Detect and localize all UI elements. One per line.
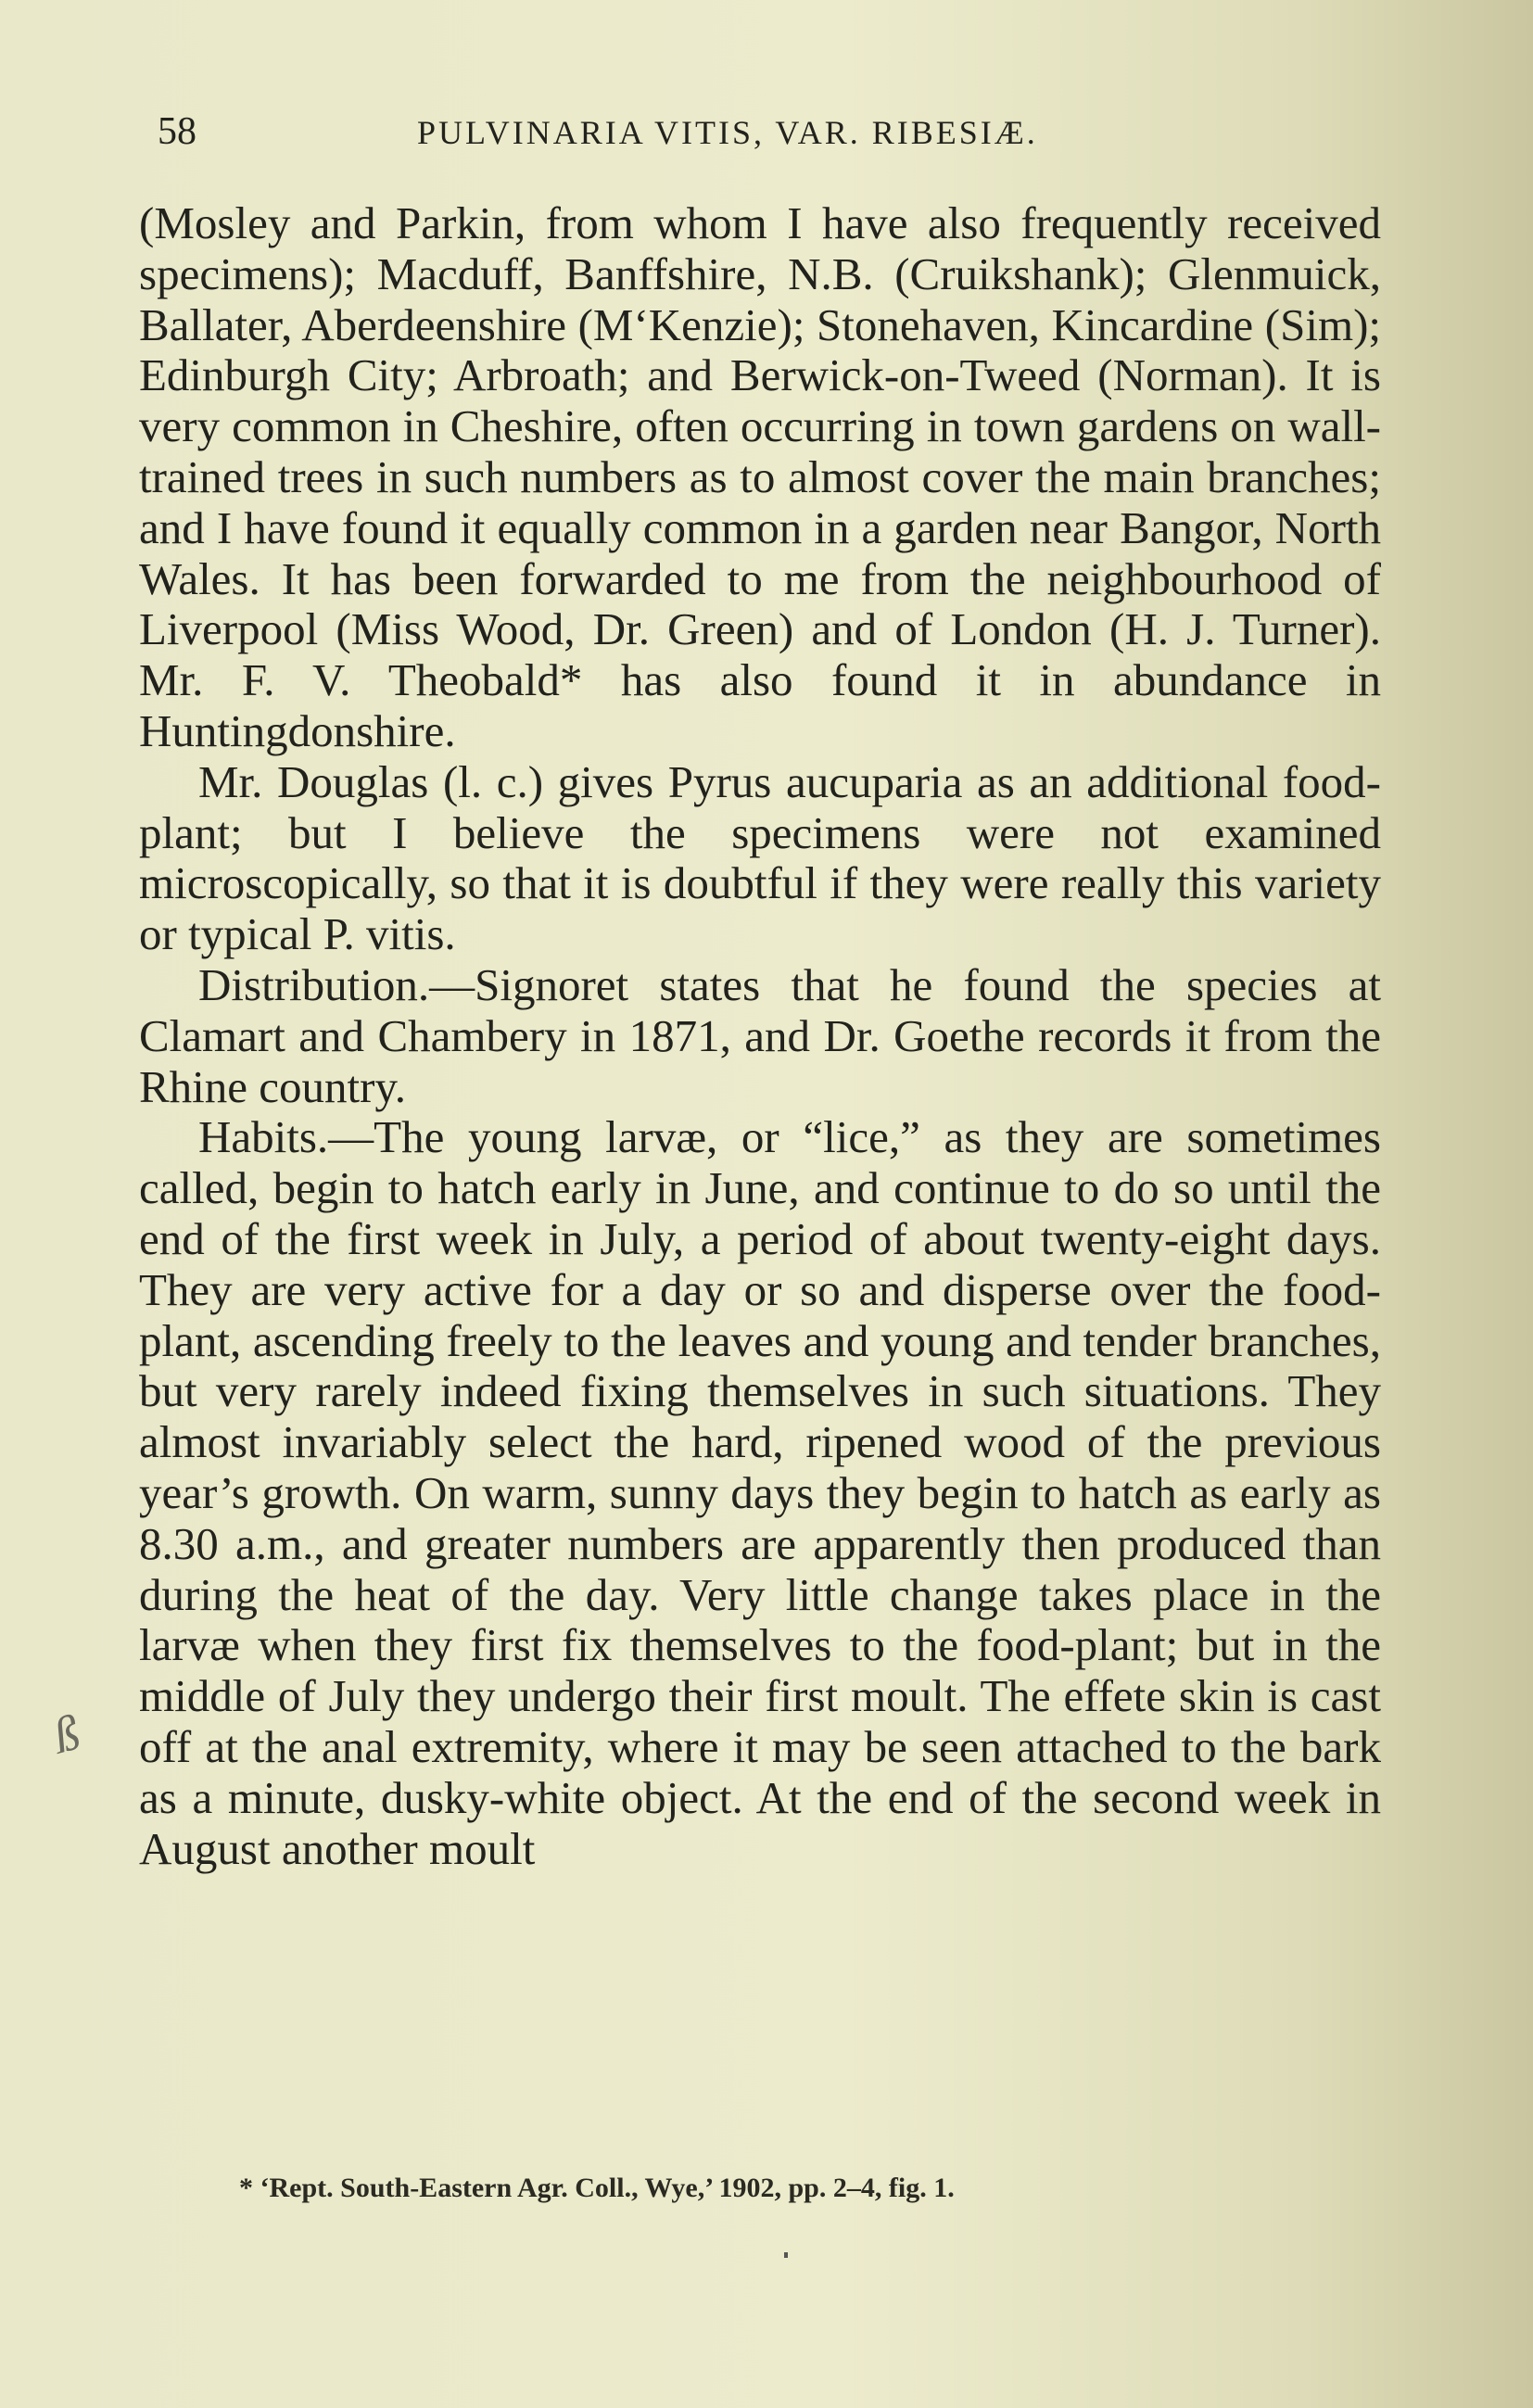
footnote: * ‘Rept. South-Eastern Agr. Coll., Wye,’ 1902, pp. 2–4, fig. 1. (239, 2173, 955, 2203)
page-speck (784, 2252, 788, 2258)
pencil-mark-icon: ß (46, 1704, 86, 1765)
page-number: 58 (158, 110, 196, 153)
running-head: PULVINARIA VITIS, VAR. RIBESIÆ. (417, 114, 1038, 151)
page-header (158, 109, 1381, 165)
paragraph: Mr. Douglas (l. c.) gives Pyrus aucuparia as an additional food-plant; but I believe the specimens were not examined microscopically, so that it is doubtful if they were really this variety or typical P. vitis. (139, 755, 1381, 960)
body-text (139, 198, 1381, 1874)
paragraph: (Mosley and Parkin, from whom I have also frequently received specimens); Macduff, Banffshire, N.B. (Cruikshank); Glenmuick, Ballater, Aberdeenshire (M‘Kenzie); Stonehaven, Kincardine (Sim); Edinburgh City; Arbroath; and Berwick-on-Tweed (Norman). It is very common in Cheshire, often occurring in town gardens on wall-trained trees in such numbers as to almost cover the main branches; and I have found it equally common in a garden near Bangor, North Wales. It has been forwarded to me from the neighbourhood of Liverpool (Miss Wood, Dr. Green) and of London (H. J. Turner). Mr. F. V. Theobald* has also found it in abundance in Huntingdonshire. (139, 197, 1381, 756)
paragraph: Habits.—The young larvæ, or “lice,” as they are sometimes called, begin to hatch early in June, and continue to do so until the end of the first week in July, a period of about twenty-eight days. They are very active for a day or so and disperse over the food-plant, ascending freely to the leaves and young and tender branches, but very rarely indeed fixing themselves in such situations. They almost invariably select the hard, ripened wood of the previous year’s growth. On warm, sunny days they begin to hatch as early as 8.30 a.m., and greater numbers are apparently then produced than during the heat of the day. Very little change takes place in the larvæ when they first fix themselves to the food-plant; but in the middle of July they undergo their first moult. The effete skin is cast off at the anal extremity, where it may be seen attached to the bark as a minute, dusky-white object. At the end of the second week in August another moult (139, 1111, 1381, 1874)
paragraph: Distribution.—Signoret states that he found the species at Clamart and Chambery in 1871, and Dr. Goethe records it from the Rhine country. (139, 958, 1381, 1112)
